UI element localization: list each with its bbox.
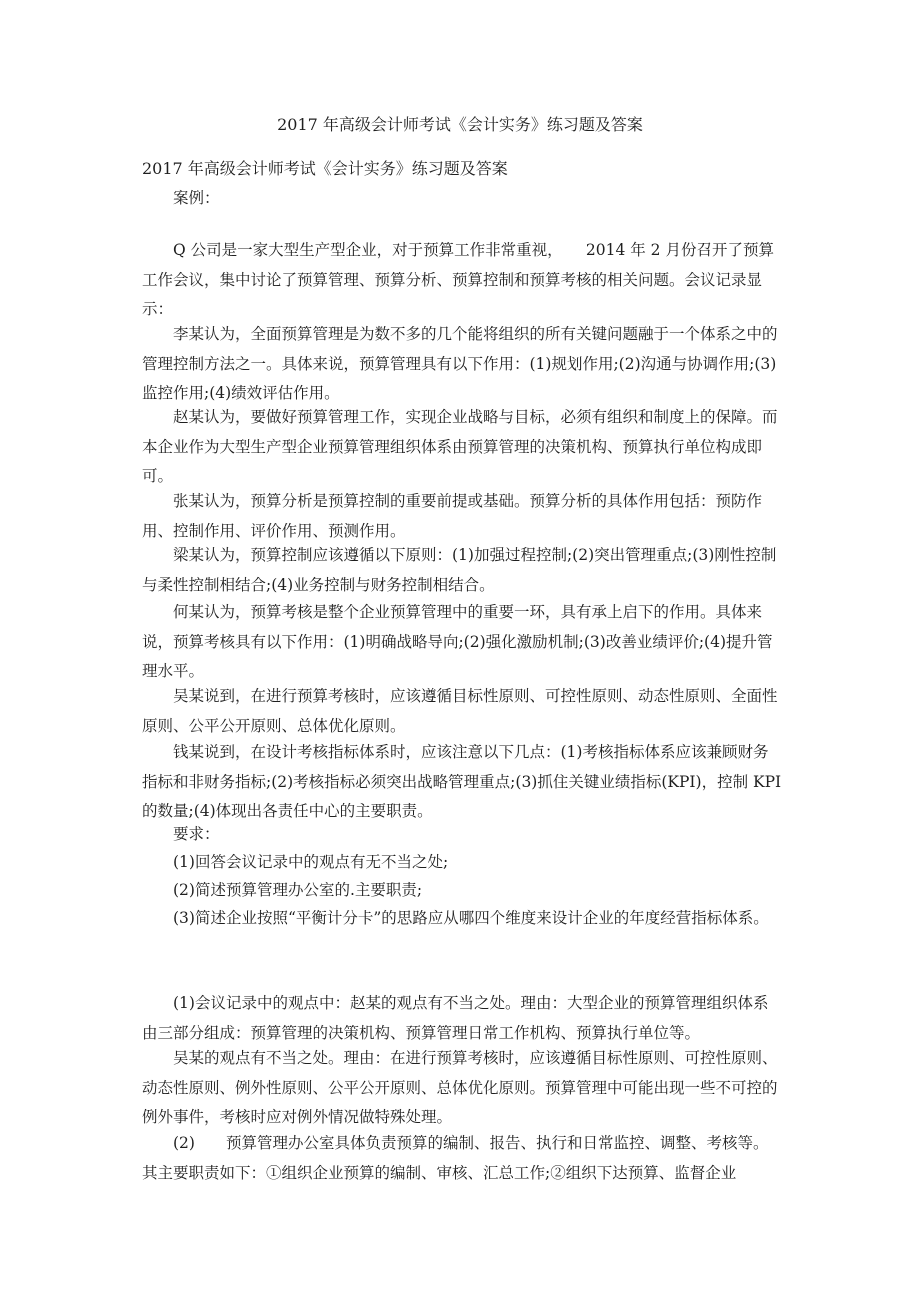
document-subtitle: 2017 年高级会计师考试《会计实务》练习题及答案 bbox=[142, 159, 508, 178]
paragraph: 吴某说到，在进行预算考核时，应该遵循目标性原则、可控性原则、动态性原则、全面性原则、公平公开原则、总体优化原则。 bbox=[142, 687, 778, 735]
requirement-item: (2)简述预算管理办公室的.主要职责; bbox=[173, 881, 423, 899]
answer-paragraph: 吴某的观点有不当之处。理由：在进行预算考核时，应该遵循目标性原则、可控性原则、动态性原则、例外性原则、公平公开原则、总体优化原则。预算管理中可能出现一些不可控的例外事件，考核时应对例外情况做特殊处理。 bbox=[142, 1049, 778, 1126]
paragraph: 张某认为，预算分析是预算控制的重要前提或基础。预算分析的具体作用包括：预防作用、控制作用、评价作用、预测作用。 bbox=[142, 492, 763, 540]
paragraph: Q 公司是一家大型生产型企业，对于预算工作非常重视， 2014 年 2 月份召开了预算工作会议，集中讨论了预算管理、预算分析、预算控制和预算考核的相关问题。会议记录显示： bbox=[142, 241, 774, 318]
document-title: 2017 年高级会计师考试《会计实务》练习题及答案 bbox=[277, 115, 643, 134]
answer-paragraph: (1)会议记录中的观点中：赵某的观点有不当之处。理由：大型企业的预算管理组织体系由三部分组成：预算管理的决策机构、预算管理日常工作机构、预算执行单位等。 bbox=[142, 994, 769, 1042]
paragraph: 李某认为，全面预算管理是为数不多的几个能将组织的所有关键问题融于一个体系之中的管理控制方法之一。具体来说，预算管理具有以下作用：(1)规划作用;(2)沟通与协调作用;(3)监控作用;(4)绩效评估作用。 bbox=[142, 325, 778, 402]
requirement-item: (1)回答会议记录中的观点有无不当之处; bbox=[173, 853, 449, 871]
answer-paragraph: (2) 预算管理办公室具体负责预算的编制、报告、执行和日常监控、调整、考核等。其主要职责如下：①组织企业预算的编制、审核、汇总工作;②组织下达预算、监督企业 bbox=[142, 1134, 769, 1182]
requirements-label: 要求： bbox=[173, 825, 220, 843]
paragraph: 赵某认为，要做好预算管理工作，实现企业战略与目标，必须有组织和制度上的保障。而本企业作为大型生产型企业预算管理组织体系由预算管理的决策机构、预算执行单位构成即可。 bbox=[142, 408, 778, 485]
paragraph: 何某认为，预算考核是整个企业预算管理中的重要一环，具有承上启下的作用。具体来说，预算考核具有以下作用：(1)明确战略导向;(2)强化激励机制;(3)改善业绩评价;(4)提升管理水平。 bbox=[142, 603, 773, 680]
case-label: 案例： bbox=[173, 189, 220, 207]
requirement-item: (3)简述企业按照“平衡计分卡”的思路应从哪四个维度来设计企业的年度经营指标体系。 bbox=[173, 909, 769, 927]
paragraph: 钱某说到，在设计考核指标体系时，应该注意以下几点：(1)考核指标体系应该兼顾财务指标和非财务指标;(2)考核指标必须突出战略管理重点;(3)抓住关键业绩指标(KPI)，控制 KPI 的数量;(4)体现出各责任中心的主要职责。 bbox=[142, 743, 782, 820]
paragraph: 梁某认为，预算控制应该遵循以下原则：(1)加强过程控制;(2)突出管理重点;(3)刚性控制与柔性控制相结合;(4)业务控制与财务控制相结合。 bbox=[142, 546, 777, 594]
